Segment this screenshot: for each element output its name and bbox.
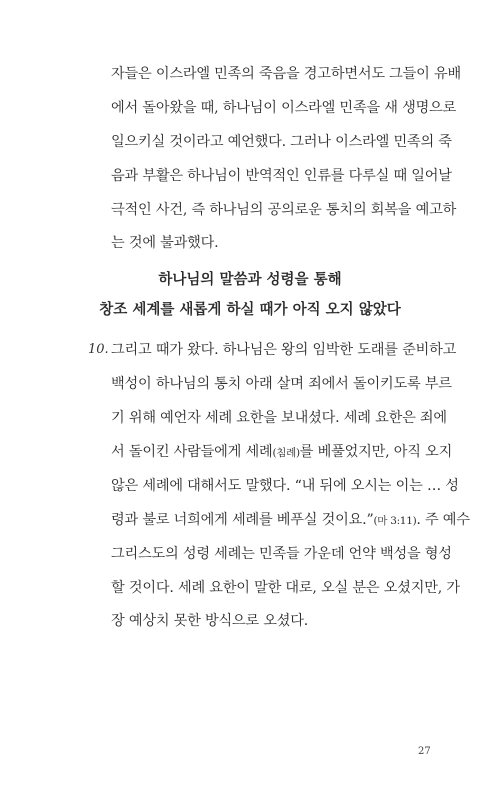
page-number: 27 bbox=[418, 746, 431, 757]
text-line: 에서 돌아왔을 때, 하나님이 이스라엘 민족을 새 생명으로 bbox=[111, 100, 457, 116]
text-segment: 서 돌이킨 사람들에게 세례 bbox=[111, 444, 273, 460]
text-segment: 령과 불로 너희에게 세례를 베푸실 것이요.” bbox=[111, 512, 374, 528]
parenthetical-note: (침례) bbox=[272, 447, 300, 459]
text-line: 는 것에 불과했다. bbox=[111, 235, 219, 251]
text-line: 않은 세례에 대해서도 말했다. “내 뒤에 오시는 이는 … 성 bbox=[111, 478, 459, 494]
text-line: 장 예상치 못한 방식으로 오셨다. bbox=[111, 613, 309, 629]
text-line bbox=[111, 438, 453, 466]
text-segment: 를 베풀었지만, 아직 오지 bbox=[299, 444, 453, 460]
text-line: 음과 부활은 하나님이 반역적인 인류를 다루실 때 일어날 bbox=[111, 168, 452, 184]
text-line: 기 위해 예언자 세례 요한을 보내셨다. 세례 요한은 죄에 bbox=[111, 410, 447, 426]
heading-line-1: 하나님의 말씀과 성령을 통해 bbox=[158, 272, 342, 288]
text-line: 할 것이다. 세례 요한이 말한 대로, 오실 분은 오셨지만, 가 bbox=[111, 580, 460, 596]
paragraph-number: 10. bbox=[88, 342, 109, 357]
scripture-reference: (마 3:11) bbox=[373, 515, 417, 527]
text-line: 자들은 이스라엘 민족의 죽음을 경고하면서도 그들이 유배 bbox=[111, 66, 461, 82]
text-segment: . 주 예수 bbox=[416, 512, 470, 528]
heading-line-2: 창조 세계를 새롭게 하실 때가 아직 오지 않았다 bbox=[99, 302, 401, 318]
text-line: 백성이 하나님의 통치 아래 살며 죄에서 돌이키도록 부르 bbox=[111, 376, 452, 392]
text-line: 그리고 때가 왔다. 하나님은 왕의 임박한 도래를 준비하고 bbox=[111, 342, 457, 358]
text-line: 그리스도의 성령 세례는 민족들 가운데 언약 백성을 형성 bbox=[111, 546, 452, 562]
text-line: 일으키실 것이라고 예언했다. 그러나 이스라엘 민족의 죽 bbox=[111, 134, 452, 150]
text-line bbox=[111, 506, 470, 534]
text-line: 극적인 사건, 즉 하나님의 공의로운 통치의 회복을 예고하 bbox=[111, 202, 457, 218]
